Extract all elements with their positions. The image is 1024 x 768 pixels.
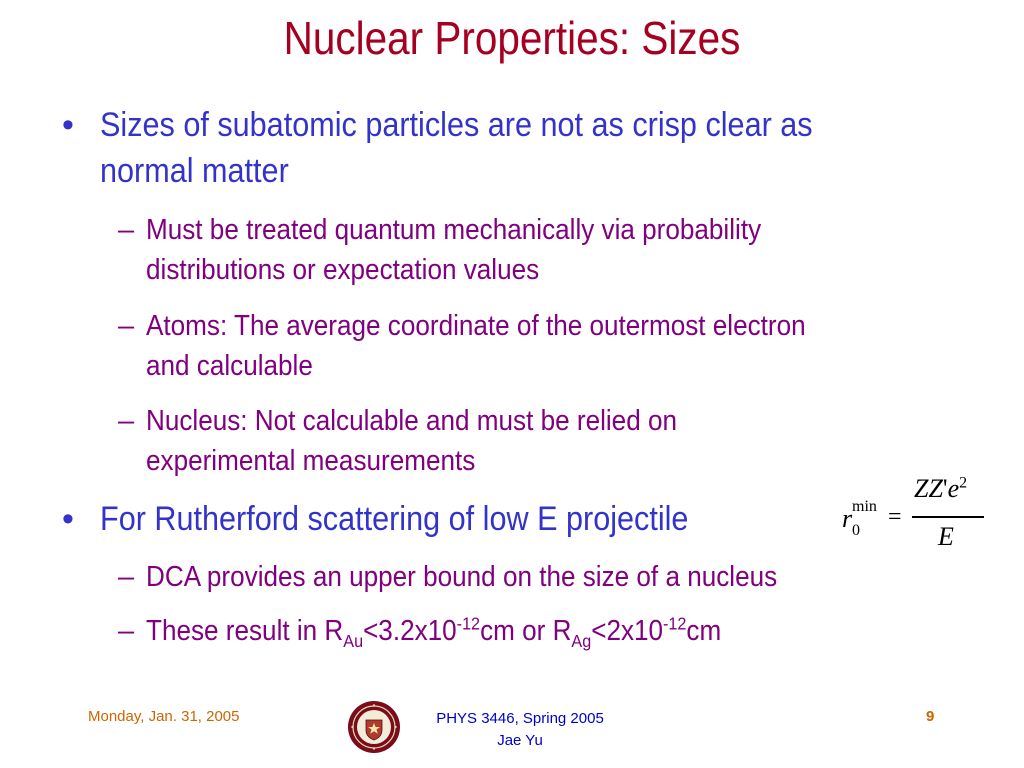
sub5-prefix: These result in R xyxy=(146,615,344,647)
fraction-bar xyxy=(912,516,984,518)
footer-author: Jae Yu xyxy=(497,732,543,749)
footer-date: Monday, Jan. 31, 2005 xyxy=(88,708,240,725)
formula-denominator: E xyxy=(938,522,954,551)
sub5-mid3: <2x10 xyxy=(591,615,664,647)
footer-course: PHYS 3446, Spring 2005 xyxy=(436,710,604,727)
bullet-2-line-1: For Rutherford scattering of low E projectile xyxy=(100,500,689,538)
subbullet-3-line-2: experimental measurements xyxy=(146,445,476,477)
slide-title: Nuclear Properties: Sizes xyxy=(283,12,741,64)
sub5-mid2: cm or R xyxy=(480,615,572,647)
formula-exp: 2 xyxy=(959,474,968,492)
formula-prime: ' xyxy=(942,474,948,503)
subbullet-1-line-1: Must be treated quantum mechanically via probability xyxy=(146,214,762,246)
sub5-sup-b: -12 xyxy=(663,613,687,634)
bullet-marker: • xyxy=(62,106,74,144)
subbullet-2-line-1: Atoms: The average coordinate of the outermost electron xyxy=(146,310,806,342)
subbullet-1-line-2: distributions or expectation values xyxy=(146,254,540,286)
bullet-1-line-2: normal matter xyxy=(100,152,289,190)
subbullet-4-line-1: DCA provides an upper bound on the size of a nucleus xyxy=(146,561,778,593)
bullet-marker: • xyxy=(62,500,74,538)
formula-e: e xyxy=(947,474,960,503)
formula-zz: ZZ xyxy=(914,474,943,503)
formula-r-sub: 0 xyxy=(852,522,860,539)
sub5-mid1: <3.2x10 xyxy=(363,615,457,647)
footer-course-block xyxy=(420,708,620,752)
subbullet-marker: – xyxy=(118,561,135,593)
subbullet-marker: – xyxy=(118,615,135,647)
formula-equals: = xyxy=(888,504,902,530)
subbullet-marker: – xyxy=(118,310,135,342)
sub5-suffix: cm xyxy=(686,615,722,647)
formula-r: r xyxy=(842,504,853,533)
sub5-sub-au: Au xyxy=(343,630,364,651)
university-seal-icon xyxy=(347,700,401,754)
sub5-sup-a: -12 xyxy=(456,613,481,634)
subbullet-3-line-1: Nucleus: Not calculable and must be relied on xyxy=(146,405,677,437)
formula-r-sup: min xyxy=(852,498,877,515)
sub5-sub-ag: Ag xyxy=(571,630,592,651)
bullet-1-line-1: Sizes of subatomic particles are not as crisp clear as xyxy=(100,106,813,144)
page-number: 9 xyxy=(926,708,935,725)
dca-formula xyxy=(838,470,998,570)
subbullet-marker: – xyxy=(118,405,135,437)
subbullet-2-line-2: and calculable xyxy=(146,350,313,382)
subbullet-marker: – xyxy=(118,214,135,246)
